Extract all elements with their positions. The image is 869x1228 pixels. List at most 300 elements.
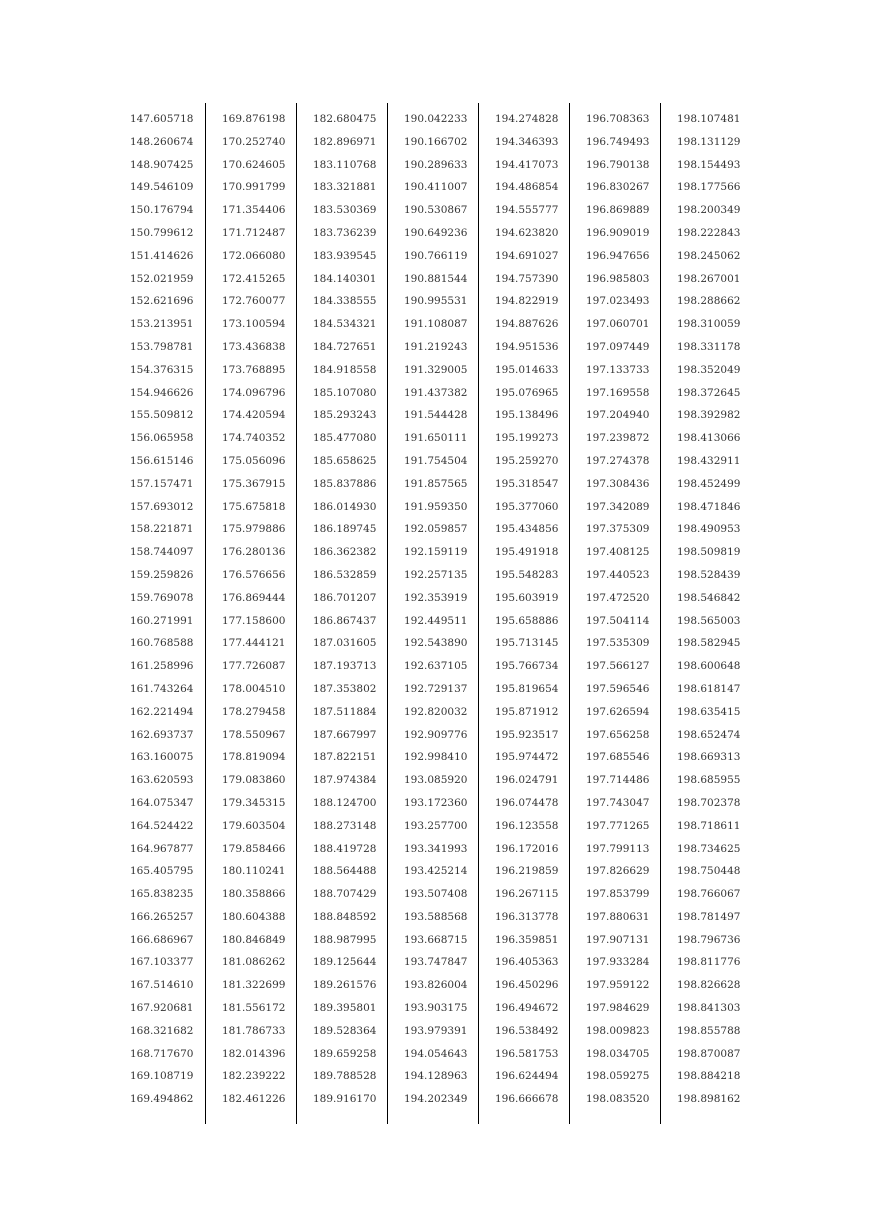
table-cell: 196.581753 [495, 1047, 559, 1060]
table-cell: 176.576656 [222, 568, 286, 581]
table-cell: 194.887626 [495, 318, 559, 331]
table-cell: 176.869444 [222, 591, 286, 604]
table-cell: 167.103377 [130, 956, 194, 969]
table-cell: 197.853799 [586, 888, 650, 901]
table-cell: 175.056096 [222, 454, 286, 467]
table-cell: 194.346393 [495, 135, 559, 148]
table-cell: 184.534321 [313, 318, 377, 331]
table-cell: 193.425214 [404, 865, 468, 878]
table-cell: 196.869889 [586, 204, 650, 217]
table-cell: 195.014633 [495, 363, 559, 376]
table-cell: 195.076965 [495, 386, 559, 399]
table-cell: 197.959122 [586, 979, 650, 992]
table-cell: 167.514610 [130, 979, 194, 992]
table-cell: 194.202349 [404, 1093, 468, 1106]
table-cell: 185.107080 [313, 386, 377, 399]
table-cell: 196.313778 [495, 910, 559, 923]
table-cell: 180.604388 [222, 910, 286, 923]
table-cell: 197.626594 [586, 705, 650, 718]
table-cell: 178.550967 [222, 728, 286, 741]
table-cell: 193.979391 [404, 1024, 468, 1037]
table-cell: 177.444121 [222, 637, 286, 650]
table-cell: 192.449511 [404, 614, 468, 627]
table-cell: 192.257135 [404, 568, 468, 581]
table-cell: 158.221871 [130, 523, 194, 536]
table-cell: 188.124700 [313, 796, 377, 809]
table-column [387, 103, 478, 1124]
table-cell: 192.637105 [404, 660, 468, 673]
table-cell: 197.685546 [586, 751, 650, 764]
table-cell: 197.984629 [586, 1002, 650, 1015]
table-cell: 198.685955 [677, 774, 741, 787]
table-cell: 198.565003 [677, 614, 741, 627]
table-cell: 198.546842 [677, 591, 741, 604]
table-cell: 189.125644 [313, 956, 377, 969]
table-cell: 188.419728 [313, 842, 377, 855]
table-cell: 188.564488 [313, 865, 377, 878]
table-cell: 192.353919 [404, 591, 468, 604]
table-cell: 185.477080 [313, 432, 377, 445]
table-cell: 186.701207 [313, 591, 377, 604]
table-cell: 198.452499 [677, 477, 741, 490]
table-cell: 195.658886 [495, 614, 559, 627]
table-cell: 198.034705 [586, 1047, 650, 1060]
table-cell: 198.331178 [677, 340, 741, 353]
table-cell: 198.222843 [677, 226, 741, 239]
table-cell: 197.714486 [586, 774, 650, 787]
table-cell: 183.321881 [313, 181, 377, 194]
table-cell: 191.108087 [404, 318, 468, 331]
table-cell: 197.204940 [586, 409, 650, 422]
table-cell: 182.680475 [313, 113, 377, 125]
table-cell: 194.555777 [495, 204, 559, 217]
table-cell: 190.881544 [404, 272, 468, 285]
table-cell: 191.219243 [404, 340, 468, 353]
table-cell: 187.511884 [313, 705, 377, 718]
table-cell: 198.009823 [586, 1024, 650, 1037]
table-cell: 186.362382 [313, 546, 377, 559]
table-cell: 193.826004 [404, 979, 468, 992]
table-cell: 195.871912 [495, 705, 559, 718]
table-cell: 163.160075 [130, 751, 194, 764]
table-cell: 191.857565 [404, 477, 468, 490]
table-cell: 195.138496 [495, 409, 559, 422]
table-cell: 160.271991 [130, 614, 194, 627]
table-cell: 156.615146 [130, 454, 194, 467]
table-cell: 179.858466 [222, 842, 286, 855]
table-cell: 196.909019 [586, 226, 650, 239]
table-cell: 194.951536 [495, 340, 559, 353]
table-cell: 175.675818 [222, 500, 286, 513]
table-cell: 198.310059 [677, 318, 741, 331]
table-cell: 161.743264 [130, 682, 194, 695]
table-cell: 170.624605 [222, 158, 286, 171]
table-cell: 154.946626 [130, 386, 194, 399]
table-cell: 150.176794 [130, 204, 194, 217]
table-cell: 186.014930 [313, 500, 377, 513]
table-cell: 180.358866 [222, 888, 286, 901]
table-cell: 182.896971 [313, 135, 377, 148]
table-cell: 197.342089 [586, 500, 650, 513]
table-cell: 196.790138 [586, 158, 650, 171]
table-cell: 188.273148 [313, 819, 377, 832]
table-cell: 185.837886 [313, 477, 377, 490]
table-cell: 180.110241 [222, 865, 286, 878]
table-cell: 198.841303 [677, 1002, 741, 1015]
table-cell: 194.417073 [495, 158, 559, 171]
table-cell: 195.377060 [495, 500, 559, 513]
table-cell: 173.768895 [222, 363, 286, 376]
table-cell: 196.985803 [586, 272, 650, 285]
table-cell: 153.798781 [130, 340, 194, 353]
table-cell: 195.491918 [495, 546, 559, 559]
table-cell: 178.004510 [222, 682, 286, 695]
table-cell: 195.259270 [495, 454, 559, 467]
table-cell: 198.059275 [586, 1070, 650, 1083]
table-cell: 197.408125 [586, 546, 650, 559]
table-cell: 197.596546 [586, 682, 650, 695]
table-cell: 195.548283 [495, 568, 559, 581]
table-cell: 169.876198 [222, 113, 286, 125]
table-cell: 197.440523 [586, 568, 650, 581]
table-cell: 175.367915 [222, 477, 286, 490]
table-cell: 196.749493 [586, 135, 650, 148]
table-cell: 197.308436 [586, 477, 650, 490]
table-cell: 172.415265 [222, 272, 286, 285]
table-cell: 193.668715 [404, 933, 468, 946]
table-cell: 195.766734 [495, 660, 559, 673]
table-cell: 159.769078 [130, 591, 194, 604]
table-cell: 193.172360 [404, 796, 468, 809]
table-cell: 191.959350 [404, 500, 468, 513]
table-cell: 198.245062 [677, 249, 741, 262]
table-cell: 162.693737 [130, 728, 194, 741]
table-cell: 180.846849 [222, 933, 286, 946]
table-cell: 172.760077 [222, 295, 286, 308]
table-cell: 174.096796 [222, 386, 286, 399]
table-cell: 195.974472 [495, 751, 559, 764]
table-cell: 198.392982 [677, 409, 741, 422]
table-cell: 196.219859 [495, 865, 559, 878]
table-cell: 168.321682 [130, 1024, 194, 1037]
table-cell: 198.413066 [677, 432, 741, 445]
table-cell: 175.979886 [222, 523, 286, 536]
table-cell: 188.987995 [313, 933, 377, 946]
table-cell: 154.376315 [130, 363, 194, 376]
table-cell: 189.916170 [313, 1093, 377, 1106]
table-cell: 164.967877 [130, 842, 194, 855]
table-cell: 197.880631 [586, 910, 650, 923]
table-cell: 197.472520 [586, 591, 650, 604]
table-cell: 197.743047 [586, 796, 650, 809]
table-cell: 198.490953 [677, 523, 741, 536]
table-cell: 188.707429 [313, 888, 377, 901]
table-cell: 187.974384 [313, 774, 377, 787]
table-cell: 187.031605 [313, 637, 377, 650]
table-cell: 198.884218 [677, 1070, 741, 1083]
table-cell: 198.652474 [677, 728, 741, 741]
table-cell: 170.252740 [222, 135, 286, 148]
table-cell: 184.140301 [313, 272, 377, 285]
table-cell: 195.318547 [495, 477, 559, 490]
table-cell: 174.740352 [222, 432, 286, 445]
table-cell: 189.659258 [313, 1047, 377, 1060]
table-cell: 182.239222 [222, 1070, 286, 1083]
table-cell: 197.933284 [586, 956, 650, 969]
table-cell: 155.509812 [130, 409, 194, 422]
table-cell: 187.353802 [313, 682, 377, 695]
table-cell: 198.432911 [677, 454, 741, 467]
table-cell: 196.267115 [495, 888, 559, 901]
table-column [296, 103, 387, 1124]
table-cell: 190.411007 [404, 181, 468, 194]
table-cell: 196.947656 [586, 249, 650, 262]
table-cell: 156.065958 [130, 432, 194, 445]
table-cell: 190.649236 [404, 226, 468, 239]
table-column [114, 103, 205, 1124]
table-cell: 178.819094 [222, 751, 286, 764]
table-cell: 172.066080 [222, 249, 286, 262]
table-cell: 195.434856 [495, 523, 559, 536]
table-cell: 198.826628 [677, 979, 741, 992]
table-cell: 194.691027 [495, 249, 559, 262]
table-cell: 198.702378 [677, 796, 741, 809]
table-cell: 187.193713 [313, 660, 377, 673]
table-cell: 198.352049 [677, 363, 741, 376]
table-cell: 192.159119 [404, 546, 468, 559]
table-cell: 173.436838 [222, 340, 286, 353]
table-cell: 181.322699 [222, 979, 286, 992]
table-cell: 188.848592 [313, 910, 377, 923]
table-cell: 197.239872 [586, 432, 650, 445]
table-cell: 176.280136 [222, 546, 286, 559]
table-cell: 179.083860 [222, 774, 286, 787]
table-cell: 198.870087 [677, 1047, 741, 1060]
table-cell: 173.100594 [222, 318, 286, 331]
table-cell: 187.822151 [313, 751, 377, 764]
table-cell: 187.667997 [313, 728, 377, 741]
table-cell: 198.600648 [677, 660, 741, 673]
table-cell: 194.623820 [495, 226, 559, 239]
table-cell: 198.372645 [677, 386, 741, 399]
table-cell: 196.074478 [495, 796, 559, 809]
table-cell: 196.450296 [495, 979, 559, 992]
table-cell: 194.486854 [495, 181, 559, 194]
table-cell: 198.154493 [677, 158, 741, 171]
table-cell: 197.907131 [586, 933, 650, 946]
table-cell: 183.939545 [313, 249, 377, 262]
table-cell: 159.259826 [130, 568, 194, 581]
table-cell: 197.566127 [586, 660, 650, 673]
table-cell: 198.200349 [677, 204, 741, 217]
table-cell: 191.329005 [404, 363, 468, 376]
table-cell: 198.288662 [677, 295, 741, 308]
table-cell: 198.471846 [677, 500, 741, 513]
table-cell: 198.083520 [586, 1093, 650, 1106]
table-cell: 195.819654 [495, 682, 559, 695]
table-cell: 191.754504 [404, 454, 468, 467]
table-cell: 189.788528 [313, 1070, 377, 1083]
table-cell: 197.535309 [586, 637, 650, 650]
table-cell: 198.509819 [677, 546, 741, 559]
table-cell: 178.279458 [222, 705, 286, 718]
table-cell: 198.898162 [677, 1093, 741, 1106]
table-column [569, 103, 660, 1124]
table-cell: 196.830267 [586, 181, 650, 194]
table-cell: 190.042233 [404, 113, 468, 125]
table-cell: 192.729137 [404, 682, 468, 695]
table-cell: 194.054643 [404, 1047, 468, 1060]
table-cell: 197.060701 [586, 318, 650, 331]
table-cell: 161.258996 [130, 660, 194, 673]
table-cell: 197.375309 [586, 523, 650, 536]
table-cell: 185.658625 [313, 454, 377, 467]
table-cell: 168.717670 [130, 1047, 194, 1060]
table-cell: 192.909776 [404, 728, 468, 741]
table-cell: 157.157471 [130, 477, 194, 490]
table-cell: 179.345315 [222, 796, 286, 809]
table-cell: 193.507408 [404, 888, 468, 901]
table-cell: 183.110768 [313, 158, 377, 171]
table-column [660, 103, 751, 1124]
table-cell: 196.708363 [586, 113, 650, 125]
table-cell: 189.395801 [313, 1002, 377, 1015]
table-cell: 193.588568 [404, 910, 468, 923]
table-cell: 166.265257 [130, 910, 194, 923]
table-cell: 193.257700 [404, 819, 468, 832]
table-cell: 153.213951 [130, 318, 194, 331]
table-cell: 166.686967 [130, 933, 194, 946]
table-cell: 198.635415 [677, 705, 741, 718]
table-cell: 152.621696 [130, 295, 194, 308]
table-cell: 191.437382 [404, 386, 468, 399]
table-cell: 197.799113 [586, 842, 650, 855]
table-cell: 192.998410 [404, 751, 468, 764]
table-cell: 192.820032 [404, 705, 468, 718]
table-cell: 191.544428 [404, 409, 468, 422]
table-cell: 195.199273 [495, 432, 559, 445]
table-cell: 198.528439 [677, 568, 741, 581]
table-cell: 193.747847 [404, 956, 468, 969]
table-cell: 169.494862 [130, 1093, 194, 1106]
table-cell: 196.123558 [495, 819, 559, 832]
table-cell: 190.766119 [404, 249, 468, 262]
table-cell: 198.177566 [677, 181, 741, 194]
table-cell: 194.822919 [495, 295, 559, 308]
table-cell: 198.618147 [677, 682, 741, 695]
table-cell: 182.014396 [222, 1047, 286, 1060]
table-cell: 174.420594 [222, 409, 286, 422]
table-cell: 198.796736 [677, 933, 741, 946]
table-cell: 165.405795 [130, 865, 194, 878]
table-cell: 198.811776 [677, 956, 741, 969]
table-cell: 169.108719 [130, 1070, 194, 1083]
table-cell: 160.768588 [130, 637, 194, 650]
table-cell: 165.838235 [130, 888, 194, 901]
table-cell: 196.359851 [495, 933, 559, 946]
table-column [205, 103, 296, 1124]
table-cell: 183.530369 [313, 204, 377, 217]
table-cell: 198.855788 [677, 1024, 741, 1037]
table-column [478, 103, 569, 1124]
table-cell: 181.556172 [222, 1002, 286, 1015]
table-cell: 170.991799 [222, 181, 286, 194]
table-cell: 196.624494 [495, 1070, 559, 1083]
table-cell: 185.293243 [313, 409, 377, 422]
table-cell: 190.995531 [404, 295, 468, 308]
table-cell: 196.666678 [495, 1093, 559, 1106]
table-cell: 194.274828 [495, 113, 559, 125]
table-cell: 177.726087 [222, 660, 286, 673]
table-cell: 184.918558 [313, 363, 377, 376]
table-cell: 179.603504 [222, 819, 286, 832]
table-cell: 190.289633 [404, 158, 468, 171]
table-cell: 184.338555 [313, 295, 377, 308]
table-cell: 197.771265 [586, 819, 650, 832]
table-cell: 190.166702 [404, 135, 468, 148]
table-cell: 182.461226 [222, 1093, 286, 1106]
table-cell: 197.097449 [586, 340, 650, 353]
table-cell: 196.405363 [495, 956, 559, 969]
table-cell: 195.923517 [495, 728, 559, 741]
table-cell: 183.736239 [313, 226, 377, 239]
table-cell: 198.669313 [677, 751, 741, 764]
table-cell: 189.528364 [313, 1024, 377, 1037]
table-cell: 197.826629 [586, 865, 650, 878]
table-cell: 152.021959 [130, 272, 194, 285]
table-cell: 196.494672 [495, 1002, 559, 1015]
table-cell: 197.133733 [586, 363, 650, 376]
table-cell: 198.766067 [677, 888, 741, 901]
table-cell: 191.650111 [404, 432, 468, 445]
table-cell: 197.656258 [586, 728, 650, 741]
table-cell: 196.024791 [495, 774, 559, 787]
table-cell: 195.603919 [495, 591, 559, 604]
table-cell: 151.414626 [130, 249, 194, 262]
table-cell: 194.757390 [495, 272, 559, 285]
table-cell: 186.532859 [313, 568, 377, 581]
number-table [114, 103, 751, 1124]
table-cell: 197.274378 [586, 454, 650, 467]
table-cell: 181.786733 [222, 1024, 286, 1037]
table-cell: 164.075347 [130, 796, 194, 809]
table-cell: 171.354406 [222, 204, 286, 217]
table-cell: 197.023493 [586, 295, 650, 308]
table-cell: 177.158600 [222, 614, 286, 627]
table-cell: 157.693012 [130, 500, 194, 513]
table-cell: 198.267001 [677, 272, 741, 285]
table-cell: 184.727651 [313, 340, 377, 353]
table-cell: 162.221494 [130, 705, 194, 718]
table-cell: 194.128963 [404, 1070, 468, 1083]
table-cell: 195.713145 [495, 637, 559, 650]
table-cell: 198.718611 [677, 819, 741, 832]
table-cell: 186.867437 [313, 614, 377, 627]
table-cell: 193.341993 [404, 842, 468, 855]
table-cell: 198.781497 [677, 910, 741, 923]
table-cell: 186.189745 [313, 523, 377, 536]
table-cell: 193.085920 [404, 774, 468, 787]
table-cell: 181.086262 [222, 956, 286, 969]
table-cell: 196.172016 [495, 842, 559, 855]
table-cell: 196.538492 [495, 1024, 559, 1037]
table-cell: 192.059857 [404, 523, 468, 536]
table-cell: 198.734625 [677, 842, 741, 855]
table-cell: 193.903175 [404, 1002, 468, 1015]
table-cell: 148.907425 [130, 158, 194, 171]
table-cell: 163.620593 [130, 774, 194, 787]
table-cell: 158.744097 [130, 546, 194, 559]
